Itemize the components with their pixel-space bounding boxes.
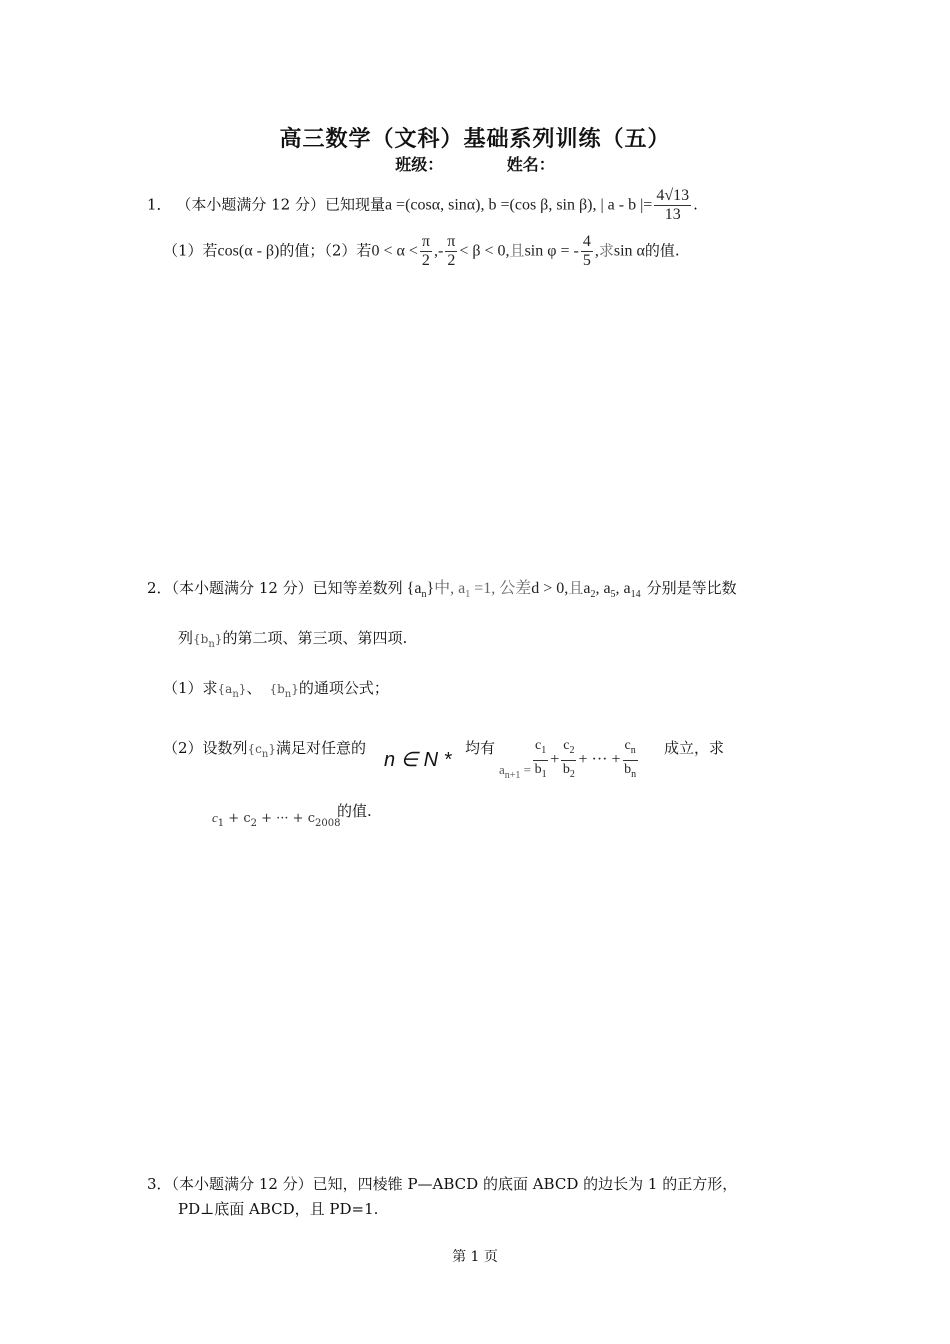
q1-p2-c: < β < 0,: [459, 242, 510, 260]
q1-p2-b: ,-: [433, 242, 444, 260]
q2-part1: [163, 677, 389, 700]
q1-p2-e: sin φ = -: [524, 242, 579, 260]
q2-sum: $c_1 + c_2$ + ··· + $c_{2008}$: [212, 810, 341, 829]
q2-cond: 中, $a_1 =1$, 公差: [434, 580, 532, 600]
q3-number: 3．: [147, 1175, 172, 1193]
q1-p2-end: 的值.: [644, 241, 680, 260]
q1-p2-a: 0 < α <: [371, 242, 418, 260]
q2-seq-an: $\{a_n\}$: [406, 580, 435, 600]
q2-sum-end: 的值.: [337, 802, 372, 820]
q2-part1-bn: $\{b_n\}$: [269, 682, 299, 700]
q1-four-fifths: $\frac{4}{5}$: [582, 233, 591, 269]
q1-pi-over-2b: $\frac{\pi}{2}$: [447, 233, 456, 269]
page-title: 高三数学（文科）基础系列训练（五）: [279, 126, 671, 152]
q2-line2: [178, 627, 407, 650]
q1-part1-end: 的值；（2）若: [279, 241, 372, 260]
q2-cond-and: 且: [568, 579, 584, 597]
q2-line2-a: 列: [178, 629, 194, 647]
q2-seq-bn: $\{b_n\}$: [193, 632, 223, 650]
q2-n-in-N: n ∈ N *: [384, 749, 452, 771]
q2-part2: [163, 737, 366, 760]
q2-seq-cn: $\{c_n\}$: [247, 742, 276, 760]
class-label: 班级：: [395, 155, 444, 174]
q1-part1-expr: cos(α - β): [217, 242, 280, 260]
q1-p2-d: 且: [509, 241, 525, 260]
q2-number: 2．: [147, 579, 172, 597]
q1-part1-label: （1）若: [163, 241, 218, 260]
q1-line2: [163, 233, 680, 270]
q1-number: 1．: [147, 195, 172, 214]
q2-line2-b: 的第二项、第三项、第四项.: [222, 629, 408, 647]
q1-given-end: .: [693, 195, 698, 214]
q1-fraction: $\frac{4√13}{13}$: [656, 187, 690, 223]
q2-part1-label: （1）求: [163, 679, 218, 697]
subtitle: [0, 152, 950, 175]
q2-formula: $_{a_{n+1} =}$ $\frac{c_1}{b_1}$ + $\frac{c_2}{b_2}$ + ··· + $\frac{c_n}{b_n}$: [499, 738, 637, 782]
q1-given: a =(cosα, sinα), b =(cos β, sin β), | a - b |=: [384, 196, 653, 214]
q2-part2-d: 均有: [465, 739, 496, 757]
q2-part2-end: 成立，求: [664, 739, 725, 757]
q1-pi-over-2: $\frac{\pi}{2}$: [421, 233, 430, 269]
q1-intro: （本小题满分 12 分）已知现量: [176, 195, 385, 214]
q1-p2-f: ,: [594, 242, 599, 260]
q2-line1-end: 分别是等比数: [646, 579, 737, 597]
q1-line1: [147, 187, 698, 224]
q2-part1-sep: 、: [246, 679, 262, 697]
q1-p2-h: sin α: [613, 242, 645, 260]
q2-part2-label: （2）设数列: [163, 739, 248, 757]
q1-p2-g: 求: [598, 241, 614, 260]
q2-part1-an: $\{a_n\}$: [217, 682, 247, 700]
q2-cond-terms: $a_2$, $a_5$, $a_{14}$: [583, 580, 641, 600]
q3-line1: [147, 1173, 737, 1194]
q2-cond-d: d > 0,: [531, 580, 569, 597]
q2-part2-b: 满足对任意的: [276, 739, 367, 757]
name-label: 姓名：: [506, 155, 555, 174]
q3-line2: PD⊥底面 ABCD，且 PD=1.: [178, 1200, 379, 1218]
page-footer: 第 1 页: [452, 1249, 498, 1265]
q2-part1-end: 的通项公式；: [298, 679, 389, 697]
q2-intro: （本小题满分 12 分）已知等差数列: [171, 579, 403, 597]
q3-text1: （本小题满分 12 分）已知，四棱锥 P—ABCD 的底面 ABCD 的边长为 1 的正方形，: [171, 1175, 738, 1193]
q2-line1: [147, 575, 737, 600]
